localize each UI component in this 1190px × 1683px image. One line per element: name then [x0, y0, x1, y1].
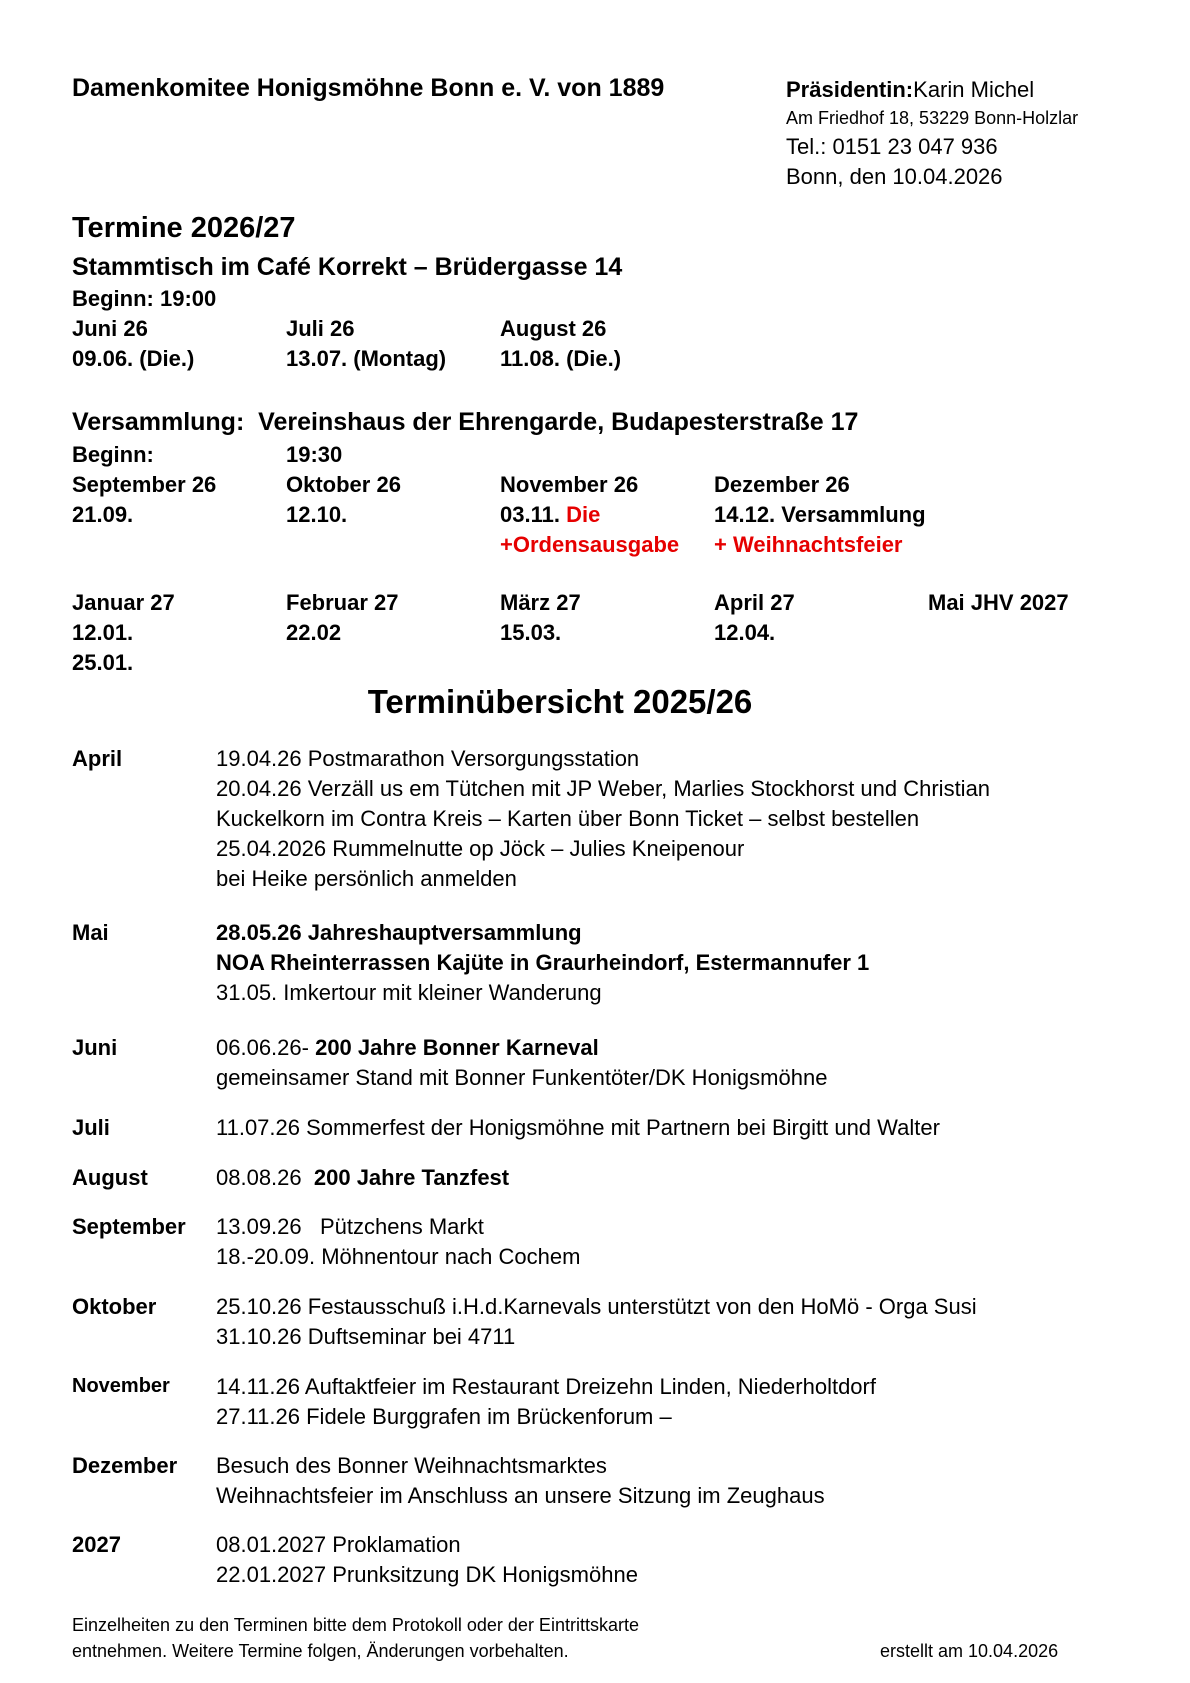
- event-item: gemeinsamer Stand mit Bonner Funkentöter/DK Honigsmöhne: [216, 1065, 828, 1090]
- event-item: 27.11.26 Fidele Burggrafen im Brückenforum –: [216, 1404, 672, 1429]
- phone: Tel.: 0151 23 047 936: [786, 134, 998, 159]
- versammlung-date: 22.02: [286, 620, 342, 645]
- event-item: [216, 1033, 827, 1063]
- event-item: 22.01.2027 Prunksitzung DK Honigsmöhne: [216, 1562, 638, 1587]
- overview-events: [216, 1212, 580, 1272]
- overview-events: [216, 1033, 827, 1093]
- president-name: Karin Michel: [913, 77, 1035, 102]
- event-item: 25.10.26 Festausschuß i.H.d.Karnevals unterstützt von den HoMö - Orga Susi: [216, 1294, 977, 1319]
- overview-events: [216, 1113, 940, 1143]
- overview-month: Juli: [72, 1115, 110, 1140]
- november-extra: +Ordensausgabe: [500, 532, 680, 557]
- versammlung-month: Oktober 26: [286, 472, 401, 497]
- place-date: Bonn, den 10.04.2026: [786, 164, 1003, 189]
- versammlung-begin-label: Beginn:: [72, 442, 154, 467]
- versammlung-month: April 27: [714, 590, 795, 615]
- event-item: 14.11.26 Auftaktfeier im Restaurant Dreizehn Linden, Niederholtdorf: [216, 1374, 876, 1399]
- dezember-extra: + Weihnachtsfeier: [714, 532, 903, 557]
- stammtisch-begin: Beginn: 19:00: [72, 286, 217, 311]
- stammtisch-date: 09.06. (Die.): [72, 346, 195, 371]
- overview-month: September: [72, 1214, 186, 1239]
- versammlung-date: 14.12. Versammlung: [714, 502, 926, 527]
- overview-month: August: [72, 1165, 148, 1190]
- stammtisch-month: August 26: [500, 316, 607, 341]
- address: Am Friedhof 18, 53229 Bonn-Holzlar: [786, 108, 1079, 128]
- event-item: 19.04.26 Postmarathon Versorgungsstation: [216, 746, 640, 771]
- november-date: 03.11.: [500, 502, 560, 527]
- overview-month: April: [72, 746, 123, 771]
- januar-second-date: 25.01.: [72, 650, 134, 675]
- event-item: 28.05.26 Jahreshauptversammlung: [216, 920, 582, 945]
- versammlung-month: Februar 27: [286, 590, 399, 615]
- event-title: 200 Jahre Bonner Karneval: [315, 1035, 599, 1060]
- termine-title: Termine 2026/27: [72, 212, 296, 244]
- overview-month: Oktober: [72, 1294, 157, 1319]
- event-item: 08.01.2027 Proklamation: [216, 1532, 461, 1557]
- overview-month: 2027: [72, 1532, 121, 1557]
- overview-events: [216, 1530, 638, 1590]
- event-date: 06.06.26-: [216, 1035, 316, 1060]
- versammlung-begin-time: 19:30: [286, 442, 343, 467]
- event-item: 25.04.2026 Rummelnutte op Jöck – Julies Kneipenour: [216, 836, 745, 861]
- versammlung-date: 21.09.: [72, 502, 134, 527]
- footer-note-line: Einzelheiten zu den Terminen bitte dem Protokoll oder der Eintrittskarte: [72, 1615, 639, 1635]
- overview-month: Mai: [72, 920, 109, 945]
- overview-events: [216, 918, 869, 1008]
- event-item: 31.05. Imkertour mit kleiner Wanderung: [216, 980, 602, 1005]
- overview-events: [216, 1372, 876, 1432]
- versammlung-month: September 26: [72, 472, 217, 497]
- versammlung-month-jhv: Mai JHV 2027: [928, 590, 1069, 615]
- versammlung-month: Dezember 26: [714, 472, 850, 497]
- event-item: Weihnachtsfeier im Anschluss an unsere Sitzung im Zeughaus: [216, 1483, 825, 1508]
- event-item: Kuckelkorn im Contra Kreis – Karten über Bonn Ticket – selbst bestellen: [216, 806, 920, 831]
- overview-month: November: [72, 1375, 170, 1397]
- organization-title: Damenkomitee Honigsmöhne Bonn e. V. von 1889: [72, 74, 665, 102]
- versammlung-date: 15.03.: [500, 620, 562, 645]
- versammlung-date: 12.01.: [72, 620, 134, 645]
- event-item: 13.09.26 Pützchens Markt: [216, 1214, 484, 1239]
- event-item: 31.10.26 Duftseminar bei 4711: [216, 1324, 516, 1349]
- versammlung-month: März 27: [500, 590, 581, 615]
- overview-events: [216, 744, 990, 894]
- contact-block: [786, 76, 1078, 192]
- overview-events: [216, 1163, 509, 1193]
- versammlung-date-november: [500, 502, 600, 528]
- overview-events: [216, 1451, 825, 1511]
- event-item: Besuch des Bonner Weihnachtsmarktes: [216, 1453, 607, 1478]
- overview-month: Juni: [72, 1035, 118, 1060]
- overview-events: [216, 1292, 977, 1352]
- event-item: 18.-20.09. Möhnentour nach Cochem: [216, 1244, 581, 1269]
- president-label: Präsidentin:: [786, 77, 914, 102]
- event-item: 11.07.26 Sommerfest der Honigsmöhne mit Partnern bei Birgitt und Walter: [216, 1115, 940, 1140]
- overview-month: Dezember: [72, 1453, 178, 1478]
- footer-note: [72, 1612, 639, 1664]
- stammtisch-heading: Stammtisch im Café Korrekt – Brüdergasse 14: [72, 253, 623, 281]
- event-item: 20.04.26 Verzäll us em Tütchen mit JP Weber, Marlies Stockhorst und Christian: [216, 776, 991, 801]
- stammtisch-month: Juli 26: [286, 316, 355, 341]
- stammtisch-date: 11.08. (Die.): [500, 346, 622, 371]
- president-line: [786, 76, 1078, 104]
- versammlung-month: Januar 27: [72, 590, 175, 615]
- versammlung-date: 12.10.: [286, 502, 348, 527]
- event-item: NOA Rheinterrassen Kajüte in Graurheindorf, Estermannufer 1: [216, 950, 870, 975]
- versammlung-date: 12.04.: [714, 620, 776, 645]
- november-note: Die: [566, 502, 601, 527]
- stammtisch-date: 13.07. (Montag): [286, 346, 447, 371]
- stammtisch-month: Juni 26: [72, 316, 148, 341]
- versammlung-heading: Versammlung: Vereinshaus der Ehrengarde, Budapesterstraße 17: [72, 408, 859, 436]
- event-title: 200 Jahre Tanzfest: [313, 1165, 510, 1190]
- overview-title: Terminübersicht 2025/26: [367, 683, 753, 720]
- versammlung-month: November 26: [500, 472, 639, 497]
- footer-note-line: entnehmen. Weitere Termine folgen, Änderungen vorbehalten.: [72, 1641, 569, 1661]
- event-date: 08.08.26: [216, 1165, 314, 1190]
- created-date: erstellt am 10.04.2026: [880, 1641, 1059, 1661]
- event-item: bei Heike persönlich anmelden: [216, 866, 517, 891]
- event-item: [216, 1163, 509, 1193]
